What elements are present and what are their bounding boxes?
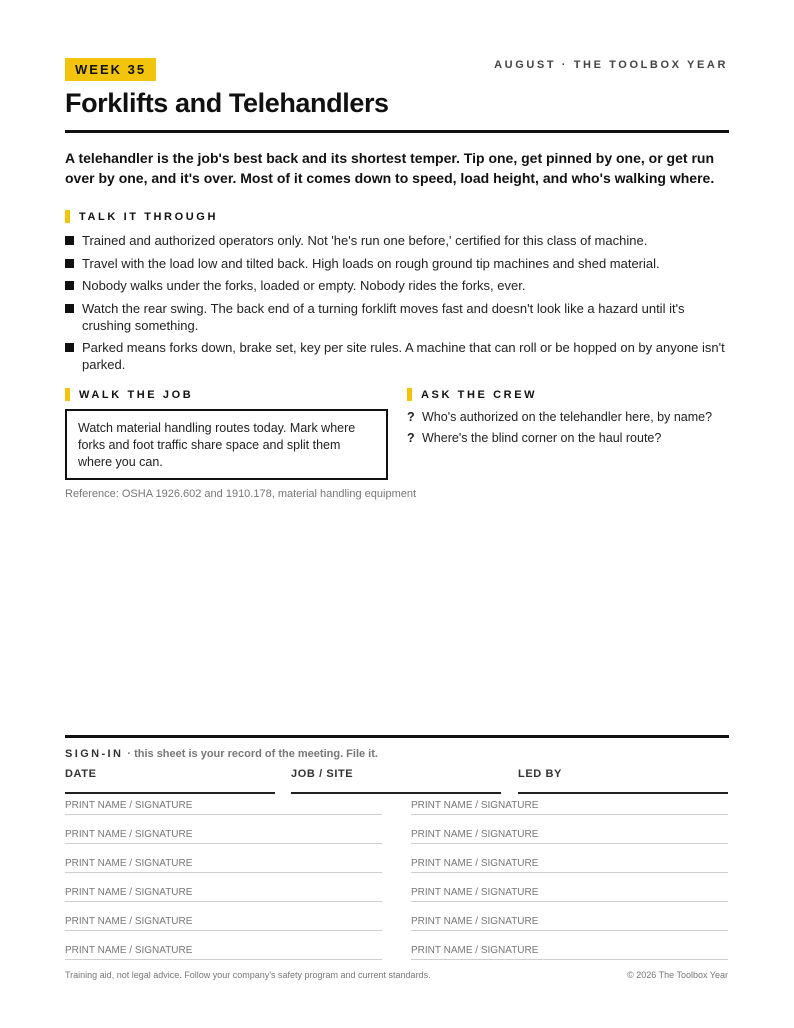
square-bullet-icon bbox=[65, 236, 74, 245]
list-item-text: Where's the blind corner on the haul route? bbox=[422, 431, 662, 445]
square-bullet-icon bbox=[65, 259, 74, 268]
walk-heading-label: WALK THE JOB bbox=[79, 388, 194, 401]
signature-line[interactable]: PRINT NAME / SIGNATURE bbox=[411, 945, 728, 960]
signature-line[interactable]: PRINT NAME / SIGNATURE bbox=[65, 829, 382, 844]
list-item-text: Trained and authorized operators only. Not 'he's run one before,' certified for this class of machine. bbox=[82, 233, 648, 248]
reference-note: Reference: OSHA 1926.602 and 1910.178, material handling equipment bbox=[65, 488, 417, 500]
intro-paragraph: A telehandler is the job's best back and its shortest temper. Tip one, get pinned by one, or get run over by one, and it's over. Most of it comes down to speed, load height, and who's walking where. bbox=[65, 150, 715, 186]
signature-line[interactable]: PRINT NAME / SIGNATURE bbox=[411, 800, 728, 815]
week-badge: WEEK 35 bbox=[65, 58, 156, 81]
list-item bbox=[407, 430, 729, 447]
signin-heading-label: SIGN-IN bbox=[65, 748, 124, 760]
square-bullet-icon bbox=[65, 343, 74, 352]
signature-line[interactable]: PRINT NAME / SIGNATURE bbox=[411, 829, 728, 844]
list-item-text: Nobody walks under the forks, loaded or empty. Nobody rides the forks, ever. bbox=[82, 278, 526, 293]
signature-line[interactable]: PRINT NAME / SIGNATURE bbox=[65, 887, 382, 902]
date-field[interactable]: DATE bbox=[65, 768, 275, 794]
question-mark-icon: ? bbox=[407, 410, 415, 424]
question-mark-icon: ? bbox=[407, 431, 415, 445]
footer-disclaimer: Training aid, not legal advice. Follow your company's safety program and current standards. bbox=[65, 970, 431, 980]
square-bullet-icon bbox=[65, 281, 74, 290]
signin-divider bbox=[65, 735, 729, 738]
walk-heading bbox=[65, 388, 193, 401]
led-by-field[interactable]: LED BY bbox=[518, 768, 728, 794]
ask-heading bbox=[407, 388, 537, 401]
accent-bar bbox=[65, 388, 70, 401]
list-item-text: Parked means forks down, brake set, key per site rules. A machine that can roll or be hopped on by anyone isn't parked. bbox=[82, 340, 725, 372]
ask-heading-label: ASK THE CREW bbox=[421, 388, 538, 401]
square-bullet-icon bbox=[65, 304, 74, 313]
talk-heading bbox=[65, 210, 218, 223]
signin-note: · this sheet is your record of the meeting. File it. bbox=[127, 748, 378, 760]
signature-line[interactable]: PRINT NAME / SIGNATURE bbox=[65, 916, 382, 931]
title-divider bbox=[65, 130, 729, 133]
list-item bbox=[65, 277, 729, 294]
ask-list bbox=[407, 409, 729, 451]
list-item bbox=[65, 300, 729, 334]
list-item-text: Who's authorized on the telehandler here, by name? bbox=[422, 410, 713, 424]
list-item bbox=[407, 409, 729, 426]
list-item-text: Travel with the load low and tilted back. High loads on rough ground tip machines and shed material. bbox=[82, 255, 660, 271]
talk-heading-label: TALK IT THROUGH bbox=[79, 210, 219, 223]
job-site-field[interactable]: JOB / SITE bbox=[291, 768, 501, 794]
series-label: AUGUST · THE TOOLBOX YEAR bbox=[494, 59, 728, 71]
talk-list bbox=[65, 232, 729, 379]
walk-the-job-box: Watch material handling routes today. Mark where forks and foot traffic share space and split them where you can. bbox=[65, 409, 388, 480]
signature-line[interactable]: PRINT NAME / SIGNATURE bbox=[65, 945, 382, 960]
list-item bbox=[65, 255, 729, 272]
list-item bbox=[65, 339, 729, 373]
signin-heading bbox=[65, 748, 378, 760]
footer-copyright: © 2026 The Toolbox Year bbox=[627, 970, 728, 980]
signature-line[interactable]: PRINT NAME / SIGNATURE bbox=[65, 858, 382, 873]
signature-line[interactable]: PRINT NAME / SIGNATURE bbox=[411, 858, 728, 873]
list-item-text: Watch the rear swing. The back end of a turning forklift moves fast and doesn't look like a hazard until it's crushing something. bbox=[82, 300, 685, 333]
accent-bar bbox=[407, 388, 412, 401]
signature-line[interactable]: PRINT NAME / SIGNATURE bbox=[65, 800, 382, 815]
signature-line[interactable]: PRINT NAME / SIGNATURE bbox=[411, 916, 728, 931]
signature-line[interactable]: PRINT NAME / SIGNATURE bbox=[411, 887, 728, 902]
page-title: Forklifts and Telehandlers bbox=[65, 88, 389, 118]
list-item bbox=[65, 232, 729, 249]
accent-bar bbox=[65, 210, 70, 223]
